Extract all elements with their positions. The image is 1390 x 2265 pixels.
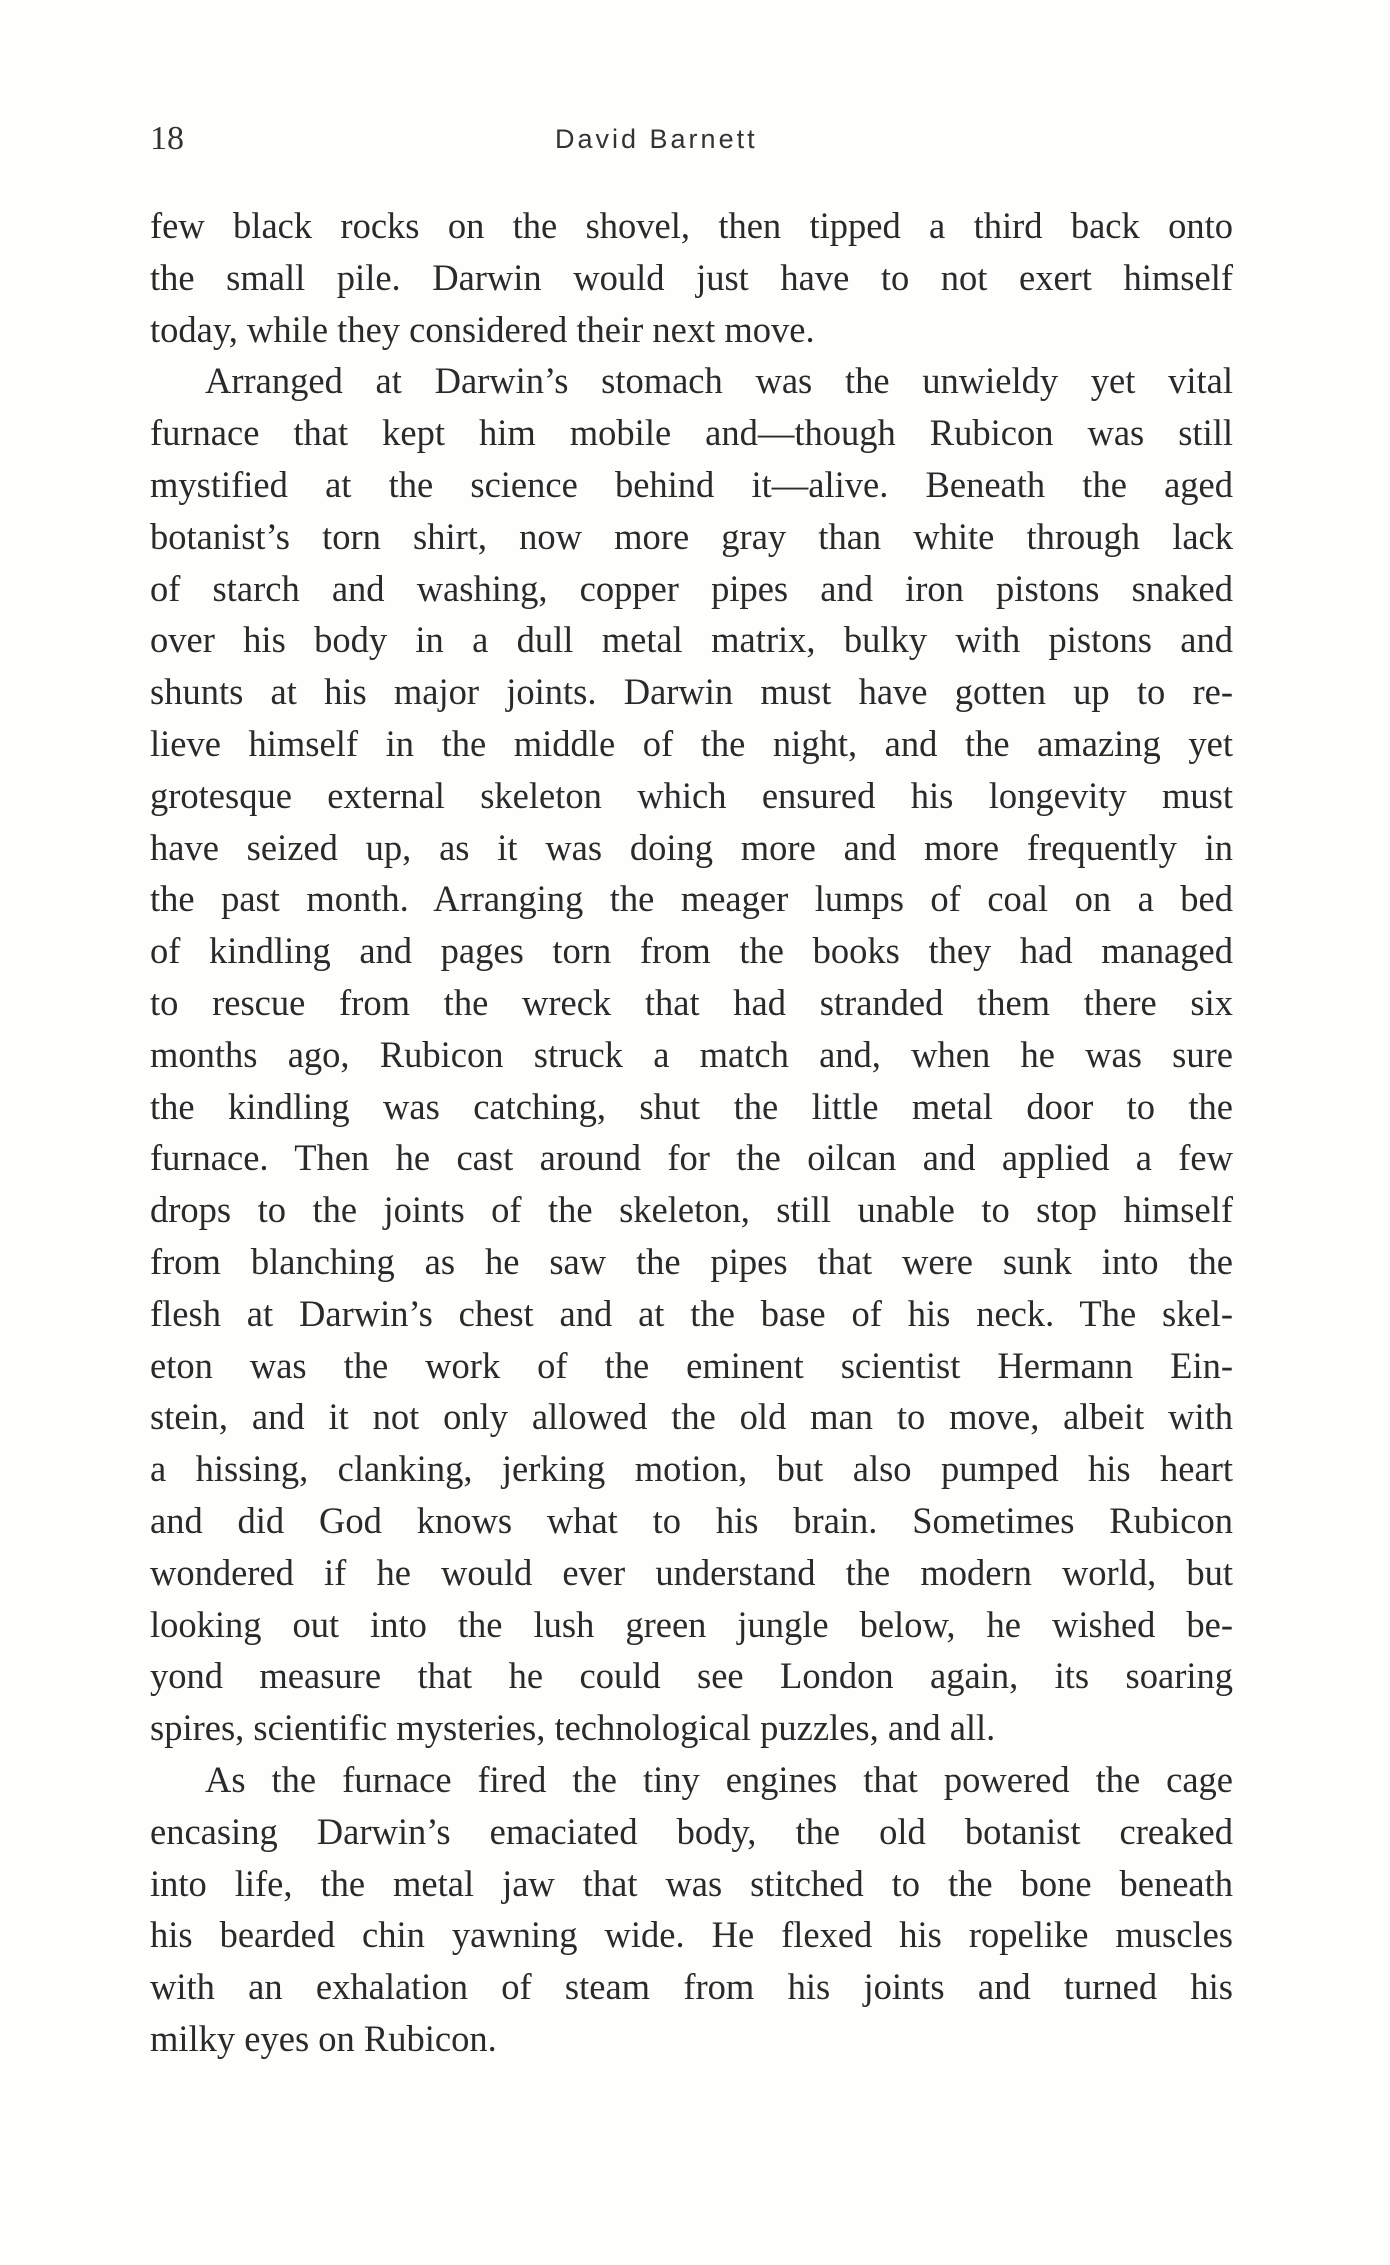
text-line: a hissing, clanking, jerking motion, but also pumped his heart — [150, 1448, 1233, 1490]
text-line: milky eyes on Rubicon. — [150, 2017, 497, 2059]
text-line: with an exhalation of steam from his joints and turned his — [150, 1966, 1233, 2008]
text-line: today, while they considered their next move. — [150, 308, 815, 350]
running-head — [150, 120, 1230, 160]
text-line: drops to the joints of the skeleton, still unable to stop himself — [150, 1189, 1233, 1231]
text-line: wondered if he would ever understand the modern world, but — [150, 1551, 1233, 1593]
text-line: encasing Darwin’s emaciated body, the old botanist creaked — [150, 1810, 1233, 1852]
text-line: to rescue from the wreck that had stranded them there six — [150, 981, 1233, 1023]
text-line: spires, scientific mysteries, technological puzzles, and all. — [150, 1707, 996, 1749]
text-line: botanist’s torn shirt, now more gray than white through lack — [150, 515, 1233, 557]
text-line: lieve himself in the middle of the night, and the amazing yet — [150, 722, 1233, 764]
text-line: furnace that kept him mobile and—though Rubicon was still — [150, 412, 1233, 454]
page-number: 18 — [150, 120, 184, 157]
text-line: mystified at the science behind it—alive. Beneath the aged — [150, 463, 1233, 505]
text-line: the past month. Arranging the meager lumps of coal on a bed — [150, 878, 1233, 920]
text-line: the small pile. Darwin would just have to not exert himself — [150, 256, 1233, 298]
text-line: over his body in a dull metal matrix, bulky with pistons and — [150, 619, 1233, 661]
text-line: have seized up, as it was doing more and more frequently in — [150, 826, 1233, 868]
text-line: looking out into the lush green jungle below, he wished be- — [150, 1603, 1233, 1645]
text-line: grotesque external skeleton which ensured his longevity must — [150, 774, 1233, 816]
text-line: flesh at Darwin’s chest and at the base of his neck. The skel- — [150, 1292, 1233, 1334]
text-line: eton was the work of the eminent scientist Hermann Ein- — [150, 1344, 1233, 1386]
running-head-author: David Barnett — [555, 124, 758, 154]
text-line: yond measure that he could see London again, its soaring — [150, 1655, 1233, 1697]
text-line: furnace. Then he cast around for the oilcan and applied a few — [150, 1137, 1233, 1179]
text-line: shunts at his major joints. Darwin must have gotten up to re- — [150, 671, 1233, 713]
body-text — [150, 200, 1233, 2065]
text-line: into life, the metal jaw that was stitched to the bone beneath — [150, 1862, 1233, 1904]
text-line: As the furnace fired the tiny engines that powered the cage — [205, 1758, 1233, 1800]
text-line: of starch and washing, copper pipes and iron pistons snaked — [150, 567, 1233, 609]
text-line: the kindling was catching, shut the little metal door to the — [150, 1085, 1233, 1127]
text-line: his bearded chin yawning wide. He flexed his ropelike muscles — [150, 1914, 1233, 1956]
text-line: months ago, Rubicon struck a match and, when he was sure — [150, 1033, 1233, 1075]
text-line: from blanching as he saw the pipes that were sunk into the — [150, 1240, 1233, 1282]
text-line: and did God knows what to his brain. Sometimes Rubicon — [150, 1499, 1233, 1541]
text-line: stein, and it not only allowed the old man to move, albeit with — [150, 1396, 1233, 1438]
text-line: Arranged at Darwin’s stomach was the unwieldy yet vital — [205, 360, 1233, 402]
text-line: few black rocks on the shovel, then tipped a third back onto — [150, 205, 1233, 246]
text-line: of kindling and pages torn from the books they had managed — [150, 930, 1233, 972]
